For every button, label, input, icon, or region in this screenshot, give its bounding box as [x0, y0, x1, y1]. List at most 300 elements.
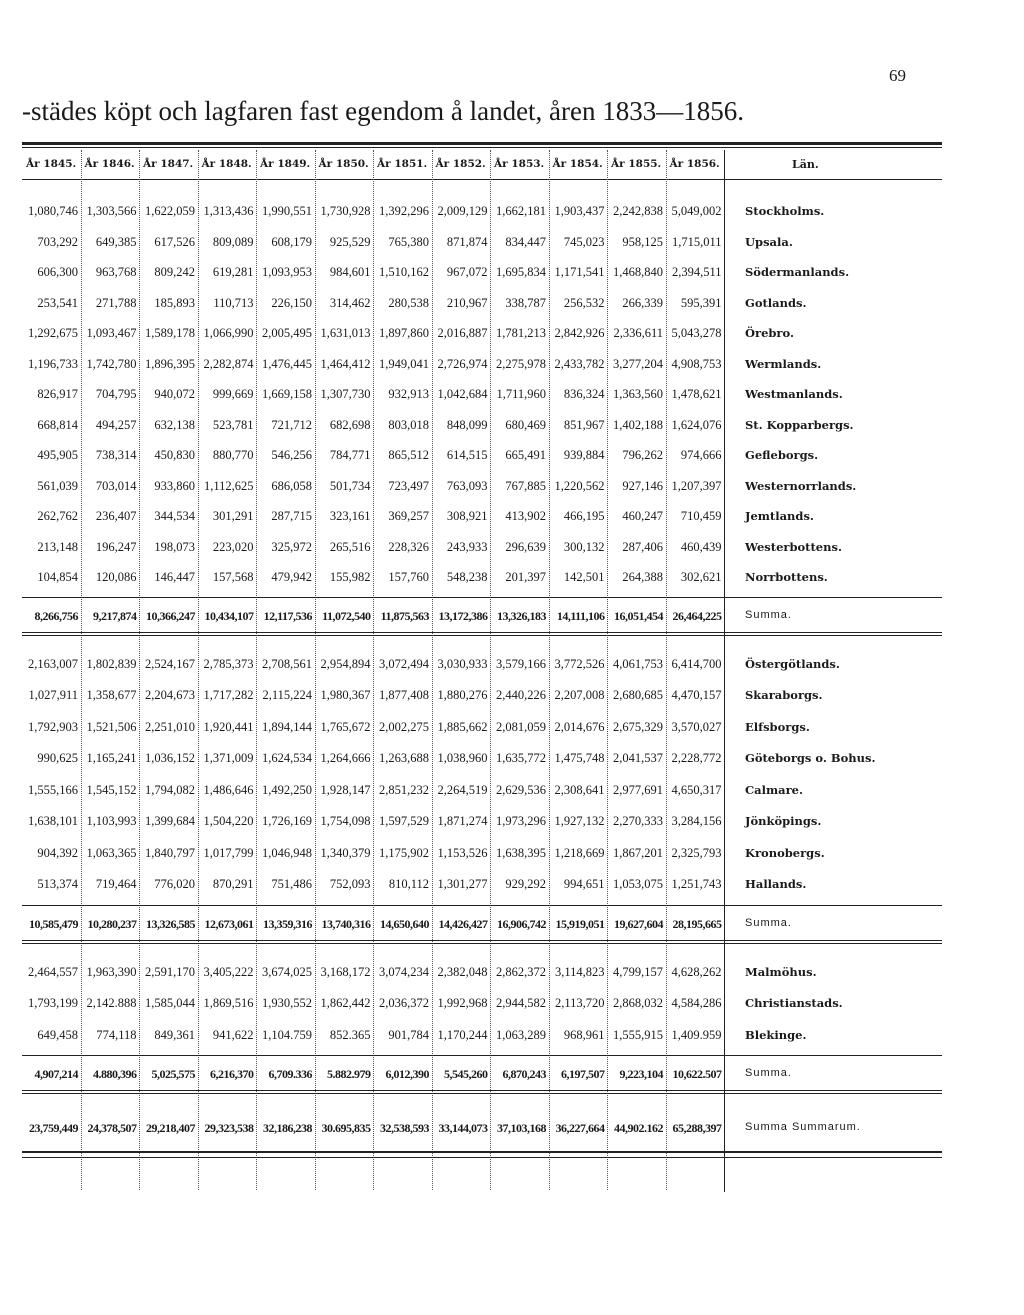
value-cell: 6,216,370	[210, 1067, 254, 1081]
value-cell: 1,371,009	[203, 751, 254, 765]
lan-name: Stockholms.	[745, 204, 825, 218]
value-cell: 2,944,582	[496, 996, 546, 1010]
lan-name: Jemtlands.	[745, 509, 814, 523]
table-row	[22, 296, 942, 316]
value-cell: 1,624,534	[262, 751, 312, 765]
value-cell: 810,112	[388, 877, 429, 891]
group-rule-2	[22, 943, 942, 944]
value-cell: 704,795	[95, 387, 137, 401]
value-cell: 752,093	[329, 877, 371, 891]
value-cell: 29,323,538	[204, 1121, 254, 1135]
value-cell: 1,597,529	[379, 814, 429, 828]
value-cell: 296,639	[505, 539, 546, 554]
value-cell: 1,080,746	[28, 204, 78, 218]
value-cell: 632,138	[154, 417, 195, 432]
value-cell: 302,621	[680, 570, 722, 584]
value-cell: 880,770	[212, 448, 254, 462]
value-cell: 4,470,157	[671, 688, 722, 702]
value-cell: 198,073	[154, 539, 195, 554]
value-cell: 5,043,278	[671, 326, 722, 340]
value-cell: 1,711,960	[496, 387, 546, 401]
value-cell: 1,765,672	[320, 719, 371, 734]
value-cell: 1,589,178	[145, 326, 195, 340]
value-cell: 24,378,507	[87, 1121, 137, 1135]
value-cell: 1,066,990	[203, 326, 254, 340]
sum-row	[22, 1121, 942, 1141]
value-cell: 3,772,526	[554, 656, 605, 671]
table-row	[22, 996, 942, 1016]
value-cell: 849,361	[154, 1027, 195, 1042]
value-cell: 1,175,902	[379, 845, 429, 860]
value-cell: 265,516	[329, 539, 371, 554]
group-rule-2	[22, 1093, 942, 1094]
value-cell: 1,017,799	[203, 845, 254, 860]
value-cell: 1,635,772	[496, 751, 546, 765]
value-cell: 16,906,742	[497, 916, 546, 931]
table-row	[22, 965, 942, 985]
value-cell: 271,788	[95, 295, 137, 310]
top-rule-thin	[22, 147, 942, 148]
value-cell: 990,625	[37, 751, 78, 765]
value-cell: 2,113,720	[554, 996, 605, 1010]
value-cell: 256,532	[563, 295, 605, 310]
value-cell: 314,462	[329, 295, 371, 310]
value-cell: 1,153,526	[437, 845, 488, 860]
value-cell: 6,709.336	[268, 1067, 312, 1081]
value-cell: 871,874	[446, 234, 488, 249]
value-cell: 287,406	[622, 539, 663, 554]
value-cell: 2,009,129	[437, 204, 488, 218]
value-cell: 649,458	[37, 1027, 78, 1042]
value-cell: 1,046,948	[262, 845, 312, 860]
value-cell: 1,358,677	[86, 688, 137, 702]
value-cell: 1,492,250	[262, 782, 312, 797]
value-cell: 548,238	[446, 570, 488, 584]
value-cell: 1,103,993	[86, 814, 137, 828]
value-cell: 523,781	[212, 417, 254, 432]
value-cell: 201,397	[505, 570, 546, 584]
value-cell: 11,072,540	[322, 608, 371, 623]
value-cell: 2,977,691	[613, 782, 663, 797]
column-header: År 1855.	[611, 158, 662, 170]
value-cell: 1,742,780	[86, 356, 137, 371]
value-cell: 1,897,860	[379, 326, 429, 340]
value-cell: 1,063,289	[496, 1027, 546, 1042]
value-cell: 142,501	[563, 570, 605, 584]
value-cell: 1,504,220	[203, 814, 254, 828]
value-cell: 3,074,234	[379, 964, 429, 979]
value-cell: 1,928,147	[320, 782, 371, 797]
value-cell: 865,512	[388, 448, 429, 462]
value-cell: 3,168,172	[320, 964, 371, 979]
value-cell: 929,292	[505, 877, 546, 891]
value-cell: 940,072	[154, 387, 195, 401]
value-cell: 1,476,445	[262, 356, 312, 371]
value-cell: 834,447	[505, 234, 546, 249]
table-row	[22, 357, 942, 377]
column-header: År 1851.	[377, 158, 428, 170]
value-cell: 3,674,025	[262, 964, 312, 979]
value-cell: 1,510,162	[379, 265, 429, 279]
lan-name: Gotlands.	[745, 295, 807, 310]
value-cell: 19,627,604	[614, 916, 663, 931]
lan-name: Östergötlands.	[745, 656, 840, 671]
value-cell: 23,759,449	[29, 1121, 78, 1135]
value-cell: 185,893	[154, 295, 195, 310]
value-cell: 763,093	[446, 478, 488, 493]
value-cell: 2,851,232	[379, 782, 429, 797]
value-cell: 2,163,007	[28, 656, 78, 671]
lan-name: Örebro.	[745, 326, 794, 340]
value-cell: 104,854	[37, 570, 78, 584]
value-cell: 1,165,241	[86, 751, 137, 765]
value-cell: 253,541	[37, 295, 78, 310]
value-cell: 614,515	[446, 448, 488, 462]
value-cell: 5,049,002	[671, 204, 722, 218]
value-cell: 15,919,051	[555, 916, 605, 931]
value-cell: 264,388	[622, 570, 663, 584]
value-cell: 2,862,372	[496, 964, 546, 979]
value-cell: 2,014,676	[554, 719, 605, 734]
value-cell: 1,263,688	[379, 751, 429, 765]
table-row	[22, 688, 942, 708]
value-cell: 1,840,797	[145, 845, 195, 860]
value-cell: 1,624,076	[671, 417, 722, 432]
value-cell: 450,830	[154, 448, 195, 462]
value-cell: 1,927,132	[554, 814, 605, 828]
page-number: 69	[889, 66, 906, 85]
value-cell: 686,058	[271, 478, 312, 493]
value-cell: 1,104.759	[262, 1027, 312, 1042]
value-cell: 10,280,237	[87, 916, 137, 931]
value-cell: 974,666	[680, 448, 722, 462]
value-cell: 1,112,625	[203, 478, 254, 493]
value-cell: 1,220,562	[554, 478, 605, 493]
value-cell: 157,568	[212, 570, 254, 584]
value-cell: 595,391	[680, 295, 722, 310]
column-header: År 1846.	[84, 158, 135, 170]
value-cell: 848,099	[446, 417, 488, 432]
value-cell: 6,414,700	[671, 656, 722, 671]
lan-name: Wermlands.	[745, 356, 822, 371]
header-rule	[22, 179, 942, 180]
value-cell: 776,020	[154, 877, 195, 891]
value-cell: 1,392,296	[379, 204, 429, 218]
value-cell: 1,170,244	[437, 1027, 488, 1042]
value-cell: 2,242,838	[613, 204, 663, 218]
value-cell: 1,730,928	[320, 204, 371, 218]
value-cell: 939,884	[563, 448, 605, 462]
value-cell: 561,039	[37, 478, 78, 493]
value-cell: 710,459	[680, 509, 722, 523]
value-cell: 1,949,041	[379, 356, 429, 371]
value-cell: 28,195,665	[672, 916, 722, 931]
value-cell: 1,896,395	[145, 356, 195, 371]
value-cell: 1,486,646	[203, 782, 254, 797]
table-row	[22, 448, 942, 468]
column-header: År 1845.	[26, 158, 77, 170]
value-cell: 1,409.959	[671, 1027, 722, 1042]
value-cell: 617,526	[154, 234, 195, 249]
value-cell: 2,675,329	[613, 719, 663, 734]
value-cell: 223,020	[212, 539, 254, 554]
value-cell: 10,622.507	[672, 1067, 722, 1081]
value-cell: 14,111,106	[556, 608, 605, 623]
value-cell: 1,363,560	[613, 387, 663, 401]
value-cell: 803,018	[388, 417, 429, 432]
value-cell: 546,256	[271, 448, 312, 462]
table-row	[22, 204, 942, 224]
column-header: År 1853.	[494, 158, 545, 170]
value-cell: 927,146	[622, 478, 663, 493]
value-cell: 1,802,839	[86, 656, 137, 671]
value-cell: 228,326	[388, 539, 429, 554]
value-cell: 120,086	[95, 570, 137, 584]
lan-name: Södermanlands.	[745, 265, 850, 279]
value-cell: 1,717,282	[203, 688, 254, 702]
value-cell: 1,885,662	[437, 719, 488, 734]
value-cell: 3,570,027	[671, 719, 722, 734]
value-cell: 2,842,926	[554, 326, 605, 340]
value-cell: 2,464,557	[28, 964, 78, 979]
value-cell: 325,972	[271, 539, 312, 554]
sum-row	[22, 917, 942, 937]
value-cell: 2,308,641	[554, 782, 605, 797]
value-cell: 479,942	[271, 570, 312, 584]
lan-name: Kronobergs.	[745, 845, 825, 860]
value-cell: 1,894,144	[262, 719, 312, 734]
value-cell: 1,695,834	[496, 265, 546, 279]
value-cell: 1,867,201	[613, 845, 663, 860]
value-cell: 14,650,640	[380, 916, 429, 931]
value-cell: 738,314	[95, 448, 137, 462]
value-cell: 3,072,494	[379, 656, 429, 671]
value-cell: 751,486	[271, 877, 312, 891]
value-cell: 4,650,317	[671, 782, 722, 797]
value-cell: 4,584,286	[671, 996, 722, 1010]
lan-name: Westerbottens.	[745, 539, 842, 554]
bottom-rule	[22, 1151, 942, 1153]
value-cell: 680,469	[505, 417, 546, 432]
value-cell: 1,251,743	[671, 877, 722, 891]
column-header: År 1850.	[318, 158, 369, 170]
value-cell: 723,497	[388, 478, 429, 493]
value-cell: 784,771	[329, 448, 371, 462]
value-cell: 2,270,333	[613, 814, 663, 828]
value-cell: 1,669,158	[262, 387, 312, 401]
lan-name: Westmanlands.	[745, 387, 843, 401]
value-cell: 2,282,874	[203, 356, 254, 371]
value-cell: 1,478,621	[671, 387, 722, 401]
value-cell: 300,132	[563, 539, 605, 554]
value-cell: 13,740,316	[321, 916, 371, 931]
value-cell: 1,036,152	[145, 751, 195, 765]
value-cell: 2,142.888	[86, 996, 137, 1010]
value-cell: 32,186,238	[263, 1121, 312, 1135]
value-cell: 10,366,247	[146, 608, 195, 623]
value-cell: 765,380	[388, 234, 429, 249]
lan-name: Hallands.	[745, 877, 807, 891]
value-cell: 2,394,511	[671, 265, 722, 279]
value-cell: 2,785,373	[203, 656, 254, 671]
value-cell: 13,172,386	[438, 608, 488, 623]
summa-label: Summa.	[745, 916, 792, 929]
value-cell: 809,089	[212, 234, 254, 249]
value-cell: 11,875,563	[380, 608, 429, 623]
value-cell: 1,042,684	[437, 387, 488, 401]
value-cell: 1,555,166	[28, 782, 78, 797]
value-cell: 774,118	[96, 1027, 137, 1042]
value-cell: 13,359,316	[263, 916, 312, 931]
value-cell: 1,093,467	[86, 326, 137, 340]
value-cell: 16,051,454	[614, 608, 663, 623]
value-cell: 1,207,397	[671, 478, 722, 493]
value-cell: 146,447	[154, 570, 195, 584]
value-cell: 606,300	[37, 265, 78, 279]
value-cell: 226,150	[271, 295, 312, 310]
value-cell: 266,339	[622, 295, 663, 310]
value-cell: 262,762	[37, 509, 78, 523]
top-rule	[22, 142, 942, 145]
table-row	[22, 1028, 942, 1048]
value-cell: 301,291	[212, 509, 254, 523]
value-cell: 1,475,748	[554, 751, 605, 765]
value-cell: 44,902.162	[614, 1121, 663, 1135]
value-cell: 1,053,075	[613, 877, 663, 891]
value-cell: 649,385	[95, 234, 137, 249]
group-rule-1	[22, 1090, 942, 1091]
value-cell: 369,257	[388, 509, 429, 523]
value-cell: 1,992,968	[437, 996, 488, 1010]
value-cell: 4,061,753	[613, 656, 663, 671]
value-cell: 2,524,167	[145, 656, 195, 671]
value-cell: 338,787	[505, 295, 546, 310]
value-cell: 1,662,181	[496, 204, 546, 218]
value-cell: 155,982	[329, 570, 371, 584]
value-cell: 9,217,874	[93, 608, 137, 623]
value-cell: 2,251,010	[145, 719, 195, 734]
value-cell: 941,622	[212, 1027, 254, 1042]
value-cell: 2,005,495	[262, 326, 312, 340]
value-cell: 6,012,390	[385, 1067, 429, 1081]
value-cell: 1,726,169	[262, 814, 312, 828]
value-cell: 1,303,566	[86, 204, 137, 218]
table-row	[22, 751, 942, 771]
value-cell: 826,917	[37, 387, 78, 401]
value-cell: 14,426,427	[438, 916, 488, 931]
value-cell: 1,027,911	[28, 688, 78, 702]
table-row	[22, 877, 942, 897]
value-cell: 1,903,437	[554, 204, 605, 218]
value-cell: 2,036,372	[379, 996, 429, 1010]
lan-name: Calmare.	[745, 782, 803, 797]
value-cell: 1,171,541	[554, 265, 605, 279]
value-cell: 501,734	[329, 478, 371, 493]
value-cell: 344,534	[154, 509, 195, 523]
value-cell: 2,041,537	[613, 751, 663, 765]
column-header: År 1849.	[260, 158, 311, 170]
value-cell: 2,726,974	[437, 356, 488, 371]
table-row	[22, 570, 942, 590]
lan-name: Upsala.	[745, 234, 793, 249]
lan-name: Elfsborgs.	[745, 719, 810, 734]
value-cell: 836,324	[563, 387, 605, 401]
value-cell: 809,242	[154, 265, 195, 279]
value-cell: 1,196,733	[28, 356, 78, 371]
value-cell: 1,715,011	[671, 234, 722, 249]
value-cell: 10,585,479	[29, 916, 78, 931]
value-cell: 30.695,835	[321, 1121, 371, 1135]
group-rule-1	[22, 940, 942, 941]
value-cell: 1,402,188	[613, 417, 663, 432]
value-cell: 668,814	[37, 417, 78, 432]
lan-column-header: Län.	[792, 158, 819, 171]
value-cell: 999,669	[212, 387, 254, 401]
value-cell: 3,579,166	[496, 656, 546, 671]
value-cell: 29,218,407	[146, 1121, 195, 1135]
page-title: -städes köpt och lagfaren fast egendom å landet, åren 1833—1856.	[22, 96, 745, 126]
value-cell: 703,292	[37, 234, 78, 249]
value-cell: 1,781,213	[496, 326, 546, 340]
value-cell: 925,529	[329, 234, 371, 249]
value-cell: 1,638,101	[28, 814, 78, 828]
lan-name: Skaraborgs.	[745, 688, 823, 702]
value-cell: 2,629,536	[496, 782, 546, 797]
table-row	[22, 387, 942, 407]
value-cell: 4,907,214	[34, 1067, 78, 1081]
value-cell: 1,880,276	[437, 688, 488, 702]
value-cell: 5,025,575	[151, 1067, 195, 1081]
value-cell: 243,933	[446, 539, 488, 554]
value-cell: 5,545,260	[444, 1067, 488, 1081]
value-cell: 3,030,933	[437, 656, 488, 671]
lan-name: Christianstads.	[745, 996, 843, 1010]
value-cell: 287,715	[271, 509, 312, 523]
value-cell: 1,218,669	[554, 845, 605, 860]
value-cell: 308,921	[446, 509, 488, 523]
value-cell: 665,491	[505, 448, 546, 462]
value-cell: 1,871,274	[437, 814, 488, 828]
table-row	[22, 846, 942, 866]
value-cell: 852.365	[329, 1027, 371, 1042]
value-cell: 1,038,960	[437, 751, 488, 765]
value-cell: 460,247	[622, 509, 663, 523]
value-cell: 967,072	[446, 265, 488, 279]
value-cell: 37,103,168	[497, 1121, 546, 1135]
value-cell: 1,862,442	[320, 996, 371, 1010]
value-cell: 1,920,441	[203, 719, 254, 734]
value-cell: 682,698	[329, 417, 371, 432]
value-cell: 2,954,894	[320, 656, 371, 671]
value-cell: 1,063,365	[86, 845, 137, 860]
value-cell: 1,292,675	[28, 326, 78, 340]
value-cell: 2,433,782	[554, 356, 605, 371]
value-cell: 323,161	[329, 509, 371, 523]
value-cell: 12,673,061	[204, 916, 254, 931]
lan-name: Blekinge.	[745, 1027, 807, 1042]
value-cell: 3,405,222	[203, 964, 254, 979]
value-cell: 413,902	[505, 509, 546, 523]
value-cell: 1,869,516	[203, 996, 254, 1010]
value-cell: 2,204,673	[145, 688, 195, 702]
value-cell: 870,291	[212, 877, 254, 891]
value-cell: 1,973,296	[496, 814, 546, 828]
lan-name: Norrbottens.	[745, 570, 828, 584]
value-cell: 466,195	[563, 509, 605, 523]
column-header: År 1847.	[143, 158, 194, 170]
lan-name: Malmöhus.	[745, 964, 817, 979]
value-cell: 767,885	[505, 478, 546, 493]
